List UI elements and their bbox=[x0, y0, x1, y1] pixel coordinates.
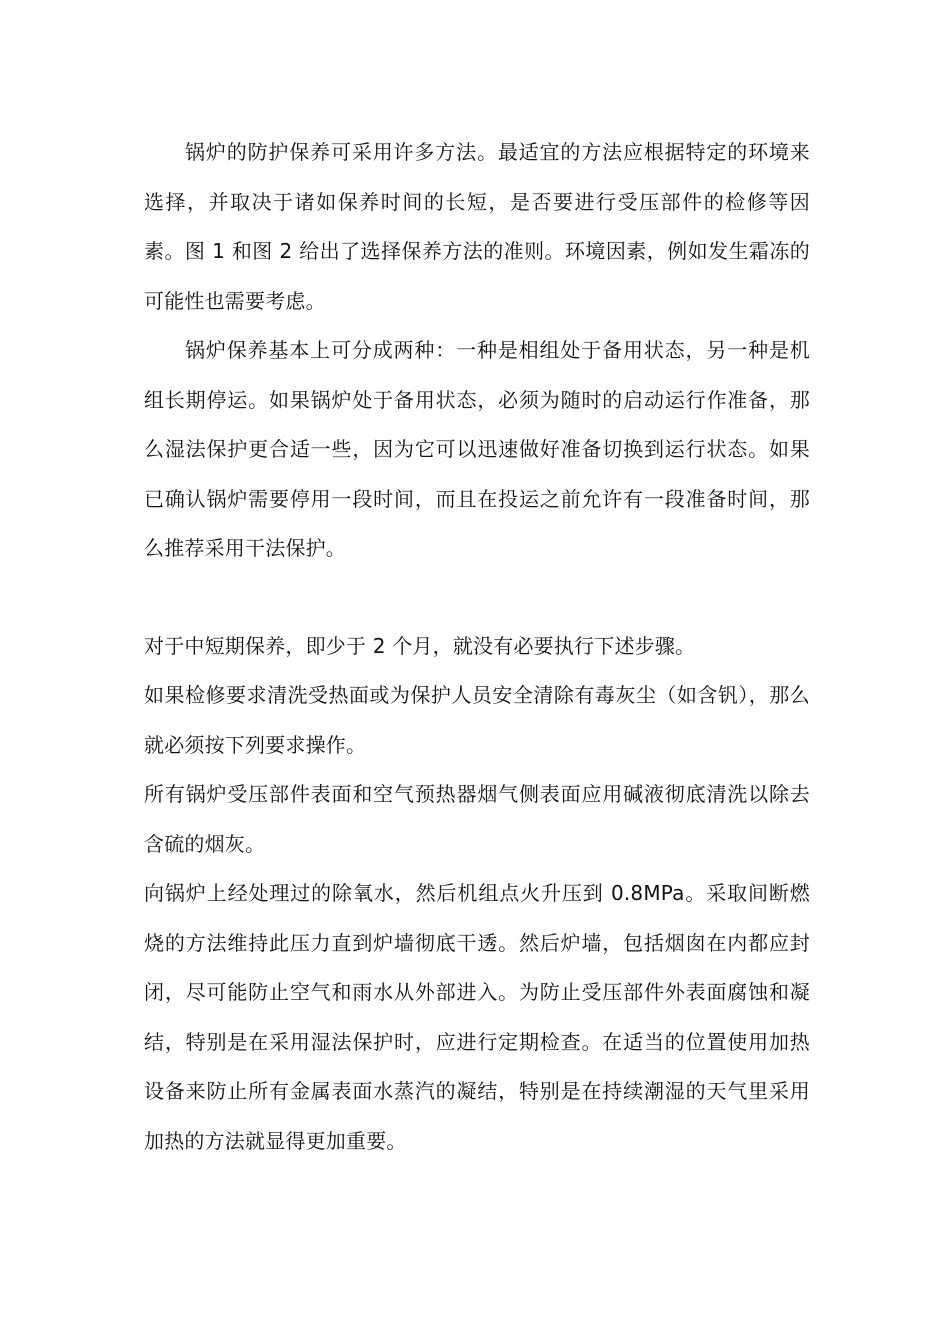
paragraph-boiler-protection-methods: 锅炉的防护保养可采用许多方法。最适宜的方法应根据特定的环境来选择，并取决于诸如保养时间的长短，是否要进行受压部件的检修等因素。图 1 和图 2 给出了选择保养方法的准则。环境因素，例如发生霜冻的可能性也需要考虑。 bbox=[144, 140, 810, 313]
paragraph-alkali-cleaning: 所有锅炉受压部件表面和空气预热器烟气侧表面应用碱液彻底清洗以除去含硫的烟灰。 bbox=[144, 782, 810, 856]
paragraph-drying-and-heating: 向锅炉上经处理过的除氧水，然后机组点火升压到 0.8MPa。采取间断燃烧的方法维持此压力直到炉墙彻底干透。然后炉墙，包括烟囱在内都应封闭，尽可能防止空气和雨水从外部进入。为防止受压部件外表面腐蚀和凝结，特别是在采用湿法保护时，应进行定期检查。在适当的位置使用加热设备来防止所有金属表面水蒸汽的凝结，特别是在持续潮湿的天气里采用加热的方法就显得更加重要。 bbox=[144, 881, 810, 1153]
paragraph-maintenance-types: 锅炉保养基本上可分成两种：一种是相组处于备用状态，另一种是机组长期停运。如果锅炉处于备用状态，必须为随时的启动运行作准备，那么湿法保护更合适一些，因为它可以迅速做好准备切换到运行状态。如果已确认锅炉需要停用一段时间，而且在投运之前允许有一段准备时间，那么推荐采用干法保护。 bbox=[144, 338, 810, 560]
paragraph-inspection-cleaning: 如果检修要求清洗受热面或为保护人员安全清除有毒灰尘（如含钒），那么就必须按下列要求操作。 bbox=[144, 683, 810, 757]
paragraph-short-term-maintenance: 对于中短期保养，即少于 2 个月，就没有必要执行下述步骤。 bbox=[144, 633, 696, 658]
document-body bbox=[144, 128, 810, 1166]
section-spacer bbox=[144, 574, 810, 622]
